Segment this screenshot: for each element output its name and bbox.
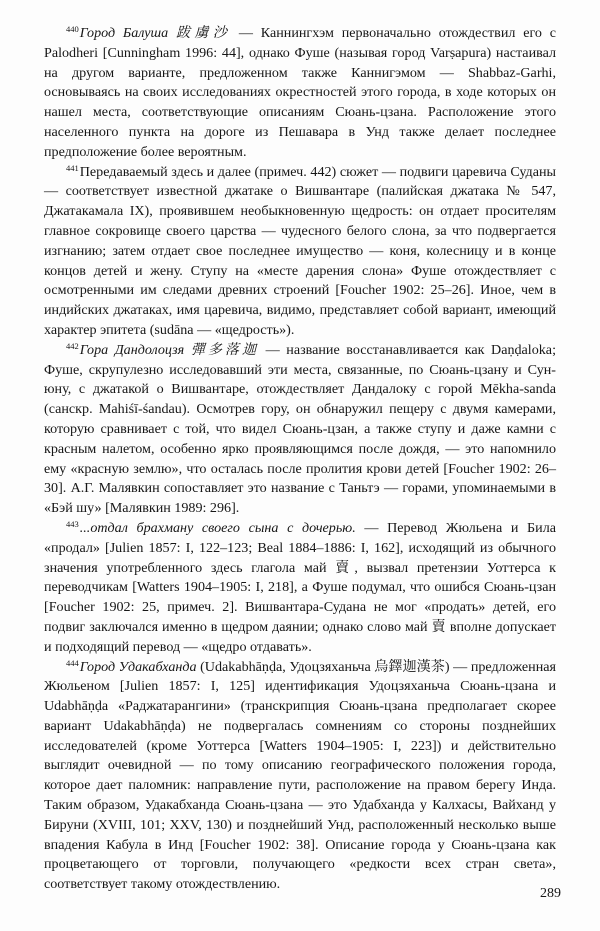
footnote-number: 442 xyxy=(66,340,79,351)
footnote-number: 444 xyxy=(66,657,79,668)
footnote-lead: Гора Дандолоцзя 彈多落迦 xyxy=(79,341,260,358)
page-number: 289 xyxy=(540,886,561,901)
footnote-number: 440 xyxy=(66,24,79,34)
footnote-443 xyxy=(44,519,556,658)
footnote-body: — Перевод Жюльена и Била «продал» [Julien 1857: I, 122–123; Beal 1884–1886: I, 162], исходящий из обычного значения употребленного здесь глагола май 賣, вызвал претензии Уоттерса к переводчикам [Watters 1904–1905: I, 218], а Фуше подумал, что ошибся Сюань-цзан [Foucher 1902: 25, примеч. 2]. Вишвантара-Судана не мог «продать» детей, его подвиг заключался именно в щедром даянии; однако слово май 賣 вполне допускает и подходящий перевод — «щедро отдавать». xyxy=(44,519,556,655)
footnote-lead: ...отдал брахману своего сына с дочерью. xyxy=(79,519,356,536)
footnote-442 xyxy=(44,341,556,519)
footnote-lead: Город Балуша 跋虜沙 xyxy=(79,25,232,41)
footnote-body: (Udakabhāṇḍa, Удоцзяханьча 烏鐸迦漢茶) — предложенная Жюльеном [Julien 1857: I, 125] идентификация Удоцзяханьча Сюань-цзана и Udabhāṇḍa «Раджатарангини» (транскрипция Сюань-цзана предполагает скорее вариант Udakabhāṇḍa) не подвергалась сомнениям со стороны позднейших исследователей (кроме Уоттерса [Watters 1904–1905: I, 223]) и действительно выглядит очевидной — по тому описанию географического положения города, которое дает паломник: направление пути, расположение на правом берегу Инда. Таким образом, Удакабханда Сюань-цзана — это Удабханда у Калхасы, Вайханд у Бируни (XVIII, 101; XXV, 130) и позднейший Унд, расположенный несколько выше впадения Кабула в Инд [Foucher 1902: 38]. Описание города у Сюань-цзана как процветающего от торговли, получающего «редкости всех стран света», соответствует такому отождествлению. xyxy=(44,658,557,893)
footnote-body: — название восстанавливается как Daṇḍaloka; Фуше, скрупулезно исследовавший эти места, связанные, по Сюань-цзану и Сун-юну, с джатакой о Вишвантаре, отождествляет Дандалоку с горой Mēkha-sanda (санскр. Mahiśī-śandau). Осмотрев гору, он обнаружил пещеру с двумя камерами, которую сравнивает с той, что видел Сюань-цзан, а также ступу и даже камни с красным налетом, особенно ярко проявляющимся после дождя, — это напомнило ему «красную землю», что осталась после пролития крови детей [Foucher 1902: 26–30]. А.Г. Малявкин сопоставляет это название с Таньтэ — горами, упоминаемыми в «Бэй шу» [Малявкин 1989: 296]. xyxy=(44,341,556,517)
footnote-body: — Каннингхэм первоначально отождествил его с Palodheri [Cunningham 1996: 44], однако Фуше (называя город Varṣapura) настаивал на другом варианте, предложенном также Каннигэмом — Shabbaz-Garhi, основываясь на своих исследованиях окрестностей этого города, в ходе которых он нашел места, соответствующие описаниям Сюань-цзана. Расположение этого населенного пункта на дороге из Пешавара в Унд также делает последнее предположение более вероятным. xyxy=(44,25,556,160)
footnote-number: 441 xyxy=(66,162,79,173)
footnote-number: 443 xyxy=(66,518,79,529)
footnote-lead: Город Удакабханда xyxy=(79,658,197,675)
footnote-440 xyxy=(44,24,556,163)
footnote-444 xyxy=(44,658,556,896)
footnote-441 xyxy=(44,163,556,341)
footnote-body: Передаваемый здесь и далее (примеч. 442) сюжет — подвиги царевича Суданы — соответствует известной джатаке о Вишвантаре (палийская джатака № 547, Джатакамала IX), проявившем необыкновенную щедрость: он отдает просителям главное сокровище своего царства — чудесного белого слона, за что подвергается изгнанию; затем отдает свое последнее имущество — коня, колесницу и в конце концов детей и жену. Ступу на «месте дарения слона» Фуше отождествляет с осмотренными им следами древних строений [Foucher 1902: 25–26]. Иное, чем в индийских джатаках, имя царевича, видимо, представляет собой вариант, имеющий характер эпитета (sudāna — «щедрость»). xyxy=(44,163,556,338)
footnotes-block xyxy=(44,24,556,895)
